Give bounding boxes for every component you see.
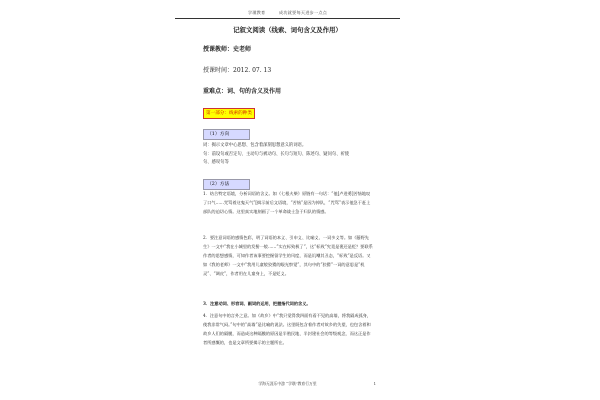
page-footer: 学海无涯乐中游 “学璜”教育行万里 <box>258 381 317 386</box>
page-number: 1 <box>373 381 376 386</box>
method-paragraph-1: 1．结合特定语境，分析词语的含义。如《七根火柴》原链有一句话：“他[卢进勇]苦恼地叹了口气……咒骂着这鬼天气”[揭示前后文语境，“苦恼”是因为掉队，“咒骂”表示他急于赶上部队的迫切心情。这里真实地刻画了一个革命战士急于归队的情感。 <box>203 191 371 214</box>
method-paragraph-2: 2．要注意词语的感情色彩，明了词语的本义、引申义、比喻义、一词多义等。如《藤野先生》一文中“我在小城里的发髻一般……”实在标致极了”，这“标致”究竟是褒还是贬？要联系作者的思想感情，可知作者该事要挖掘留学生的风度，而是讥嘲其丑态，“标致”是反语。又如《我的老师》一文中“我用儿童般狡猾的眼光察觉”，其句中的“狡猾”一词的意思是“机灵”、“调皮”，作者用在儿童身上，不是贬义。 <box>203 235 373 276</box>
header-brand: 学璜教育 <box>247 10 266 15</box>
section-direction-heading: （1）方向 <box>203 129 250 140</box>
teacher-line: 授课教师：史老师 <box>203 46 252 53</box>
document-title: 记叙文阅读（线索、词句含义及作用） <box>233 26 342 34</box>
section-method-heading: （2）方法 <box>203 179 250 190</box>
method-paragraph-3: 3．注意动词、形容词、副词的运用，把握指代词的含义。 <box>203 301 311 306</box>
direction-text <box>203 142 373 168</box>
focus-line: 重难点：词、句的含义及作用 <box>203 88 282 95</box>
header-slogan: 成功就要每天进步一点点 <box>278 10 328 15</box>
document-page <box>165 0 410 400</box>
method-paragraph-4: 4．注意句中的言外之意。如《故乡》中“我只觉得我四面有看不见的高墙，将我隔成孤身，使我非常气闷。”句中的“高墙”是比喻的说法。这里既包含着作者对故乡的失望，也包含着和故乡人们的隔膜，而造成这种隔膜的原因是半殖民地、半封建社会的等级观念，而这正是作者所感慨的，也是文章所要揭示的主题所在。 <box>203 313 372 345</box>
direction-line-1: 词：揭示文章中心思想、包含着深刻思想意义的词语。 <box>203 143 307 148</box>
page-header <box>175 8 400 19</box>
date-line: 授课时间：2012. 07. 13 <box>203 67 272 74</box>
direction-line-2: 句：前设句或否定句、主动句与被动句、长句与短句、陈述句、疑问句、祈使 <box>203 151 350 157</box>
direction-line-3: 句、感叹句等 <box>203 160 229 166</box>
part-one-heading: 第一部分：线索的种类 <box>203 108 255 119</box>
